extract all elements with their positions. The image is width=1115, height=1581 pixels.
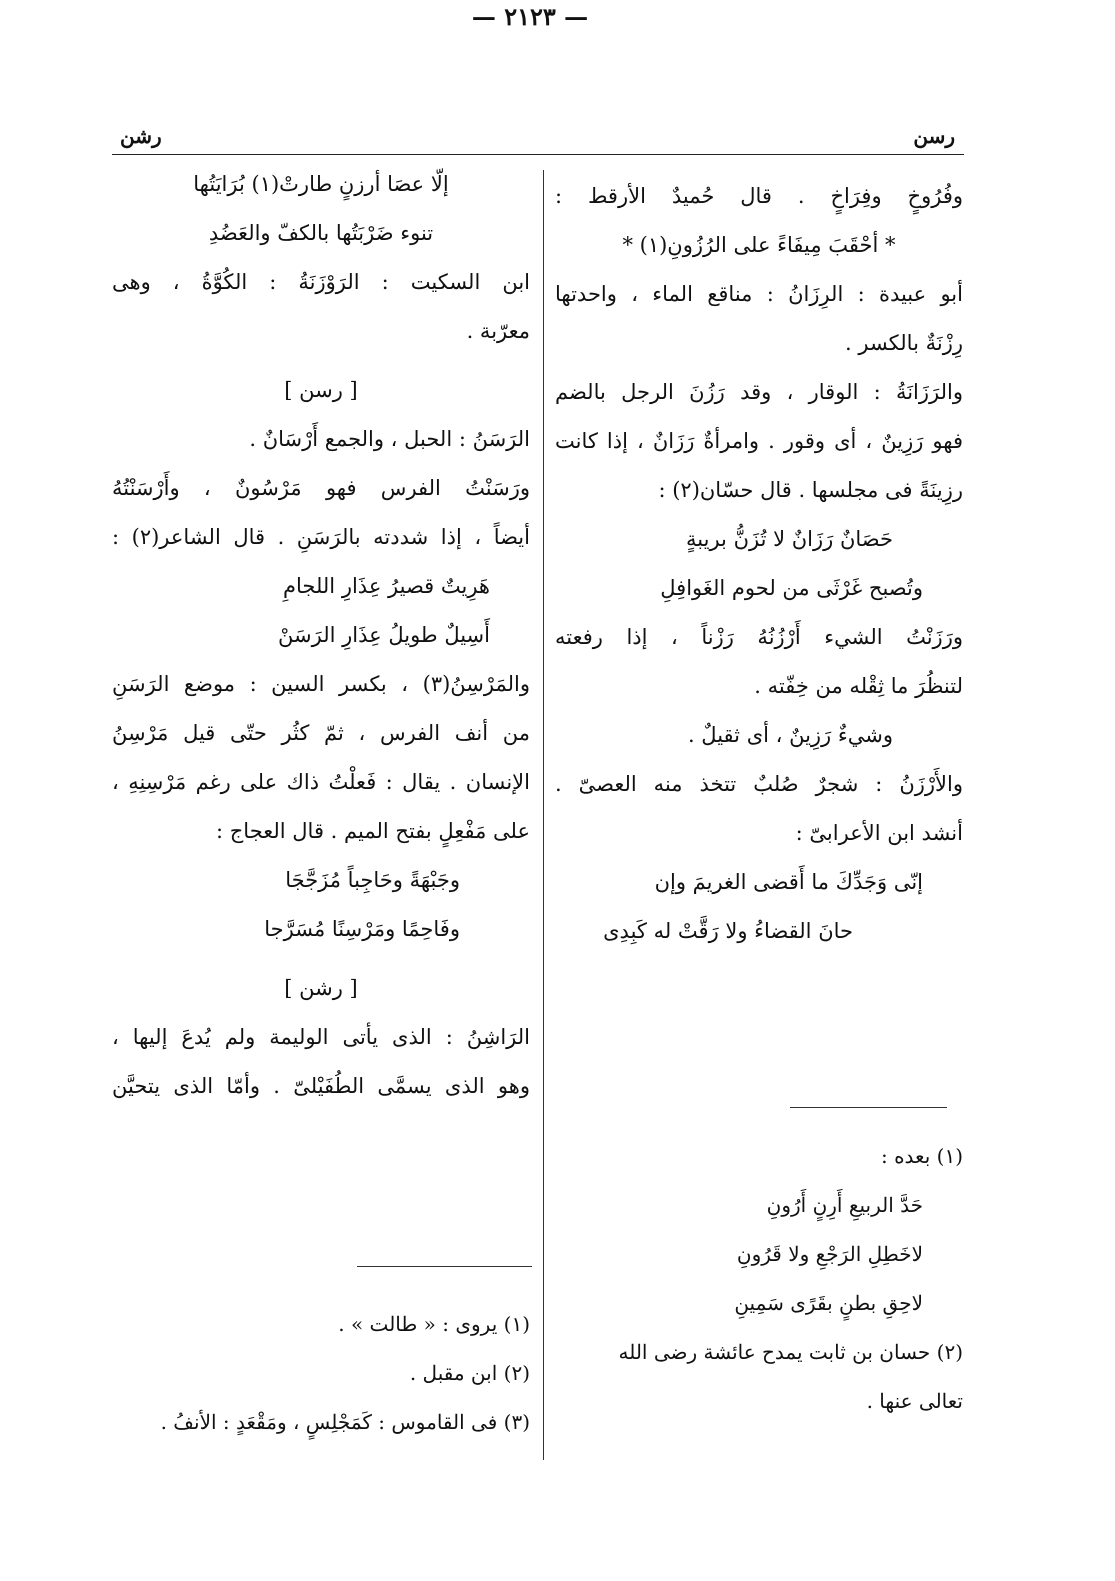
text-line: ورَزَنْتُ الشيء أَرْزُنُهُ رَزْناً ، إذا رفعته	[555, 625, 963, 649]
text-line: أبو عبيدة : الرِزَانُ : مناقع الماء ، واحدتها	[555, 282, 963, 306]
header-right-word: رسن	[913, 124, 955, 148]
text-line: والأَرْزَنُ : شجرٌ صُلبٌ تتخذ منه العصىّ .	[555, 772, 963, 796]
text-line: أيضاً ، إذا شددته بالرَسَنِ . قال الشاعر(٢) :	[112, 525, 530, 549]
footnote-verse: لاحِقِ بطنٍ بقَرًى سَمِينِ	[734, 1291, 923, 1315]
column-divider	[543, 170, 544, 1460]
text-line: والمَرْسِنُ(٣) ، بكسر السين : موضع الرَسَنِ	[112, 672, 530, 696]
text-line: معرّبة .	[466, 319, 530, 343]
text-line: وهو الذى يسمَّى الطُفَيْلىّ . وأمّا الذى يتحيَّن	[112, 1074, 530, 1098]
verse-line: تنوء ضَرْبَتُها بالكفّ والعَضُدِ	[208, 221, 434, 245]
page-number: — ٢١٢٣ —	[471, 2, 589, 31]
left-column	[112, 160, 530, 1111]
verse-line: وجَبْهَةً وحَاجِباً مُزَجَّجَا	[285, 868, 460, 892]
text-line: ابن السكيت : الرَوْزَنَةُ : الكُوَّةُ ، وهى	[112, 270, 530, 294]
verse-line: هَرِيتٌ قصيرُ عِذَارِ اللجامِ	[283, 574, 490, 598]
header-rule	[112, 154, 964, 155]
text-line: على مَفْعِلٍ بفتح الميم . قال العجاج :	[216, 819, 530, 843]
text-line: لتنظُرَ ما ثِقْله من خِفّته .	[754, 674, 963, 698]
verse-line: حانَ القضاءُ ولا رَقَّتْ له كَبِدِى	[603, 919, 853, 943]
footnote-line: (١) بعده :	[880, 1144, 963, 1168]
footnote-verse: لاخَطِلِ الرَجْعِ ولا قَرُونِ	[736, 1242, 923, 1266]
footnote-line: (٣) فى القاموس : كَمَجْلِسٍ ، ومَقْعَدٍ : الأنفُ .	[160, 1410, 530, 1434]
text-line: أنشد ابن الأعرابىّ :	[795, 821, 963, 845]
text-line: والرَزَانَةُ : الوقار ، وقد رَزُنَ الرجل بالضم	[555, 380, 963, 404]
footnote-line: (٢) ابن مقبل .	[409, 1361, 530, 1385]
text-line: رِزْنَةٌ بالكسر .	[845, 331, 963, 355]
text-line: فهو رَزِينٌ ، أى وقور . وامرأةٌ رَزَانٌ ، إذا كانت	[555, 429, 963, 453]
verse-line: إنّى وَجَدِّكَ ما أَقضى الغريمَ وإن	[654, 870, 923, 894]
footnote-verse: حَدَّ الربيعِ أَرِنٍ أَرُونِ	[766, 1193, 923, 1217]
left-footnotes	[112, 1300, 530, 1447]
right-footnotes	[555, 1132, 963, 1426]
entry-heading: [ رشن ]	[284, 976, 358, 1000]
text-line: رزِينَةً فى مجلسها . قال حسّان(٢) :	[658, 478, 963, 502]
entry-heading: [ رسن ]	[284, 378, 358, 402]
text-line: وشيءٌ رَزِينٌ ، أى ثقيلٌ .	[687, 723, 893, 747]
text-line: وفُرُوخٍ وفِرَاخٍ . قال حُميدٌ الأرقط :	[555, 184, 963, 208]
footnote-rule-right	[790, 1107, 947, 1108]
right-column	[555, 172, 963, 956]
text-line: الرَاشِنُ : الذى يأتى الوليمة ولم يُدعَ إليها ،	[112, 1025, 530, 1049]
verse-line: * أحْقَبَ مِيفَاءً على الرُزُونِ(١) *	[622, 233, 896, 257]
footnote-rule-left	[357, 1266, 532, 1267]
footnote-line: تعالى عنها .	[866, 1389, 963, 1413]
text-line: الرَسَنُ : الحبل ، والجمع أَرْسَانٌ .	[249, 427, 530, 451]
text-line: ورَسَنْتُ الفرس فهو مَرْسُونٌ ، وأَرْسَنْتُهُ	[112, 476, 530, 500]
verse-line: حَصَانٌ رَزَانٌ لا تُزَنُّ بريبةٍ	[686, 527, 893, 551]
text-line: من أنف الفرس ، ثمّ كثُر حتّى قيل مَرْسِنُ	[112, 721, 530, 745]
verse-line: وفَاحِمًا ومَرْسِنًا مُسَرَّجا	[264, 917, 460, 941]
verse-line: إلّا عصَا أرزنٍ طارتْ(١) بُرَايَتُها	[193, 172, 449, 196]
header-left-word: رشن	[120, 124, 162, 148]
verse-line: وتُصبح غَرْثَى من لحوم الغَوافِلِ	[660, 576, 923, 600]
footnote-line: (٢) حسان بن ثابت يمدح عائشة رضى الله	[618, 1340, 963, 1364]
verse-line: أَسِيلٌ طويلُ عِذَارِ الرَسَنْ	[278, 623, 490, 647]
text-line: الإنسان . يقال : فَعلْتُ ذاك على رغم مَرْسِنِهِ ،	[112, 770, 530, 794]
footnote-line: (١) يروى : « طالت » .	[338, 1312, 530, 1336]
page-header	[0, 118, 1115, 158]
